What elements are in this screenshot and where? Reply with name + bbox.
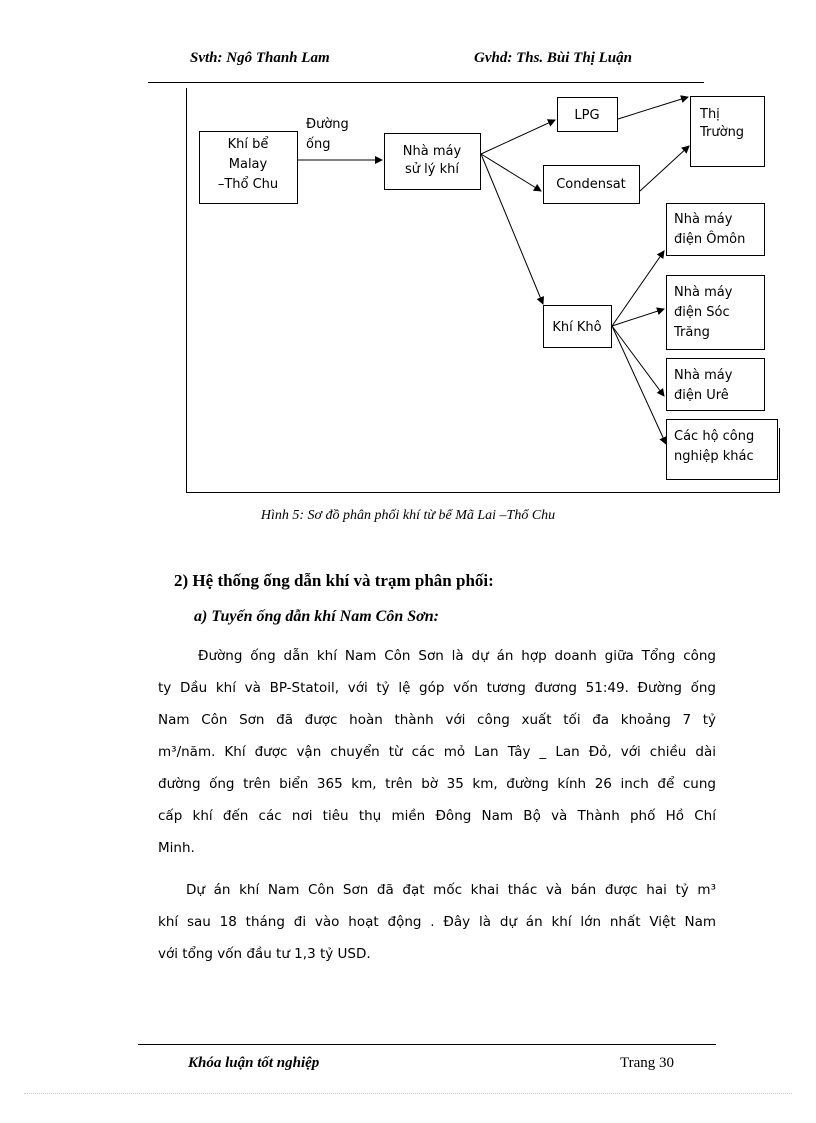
- node-label-line: –Thổ Chu: [217, 177, 279, 192]
- arrow-condensat-market: [640, 146, 689, 191]
- section-title: Hệ thống ống dẫn khí và trạm phân phối:: [192, 571, 494, 590]
- paragraph-1: [158, 640, 716, 864]
- arrow-drygas-industry: [612, 326, 666, 444]
- node-label-line: Khí bể: [227, 137, 269, 152]
- footer-page-number: Trang 30: [620, 1055, 675, 1071]
- node-label-line: điện Urê: [674, 388, 729, 403]
- figure-caption: Hình 5: Sơ đồ phân phối khí từ bể Mã Lai –Thổ Chu: [260, 508, 556, 523]
- node-label-line: điện Ômôn: [674, 232, 746, 247]
- arrow-drygas-soctrang: [612, 309, 664, 326]
- header-author: Svth: Ngô Thanh Lam: [190, 50, 330, 66]
- node-label-line: Khí Khô: [552, 320, 602, 335]
- node-label-line: Condensat: [556, 177, 626, 192]
- paragraph-line: m³/năm. Khí được vận chuyển từ các mỏ Lan Tây _ Lan Đỏ, với chiều dài: [158, 744, 716, 760]
- paragraph-line: Nam Côn Sơn đã được hoàn thành với công xuất tối đa khoảng 7 tỷ: [158, 712, 716, 728]
- paragraph-line: Dự án khí Nam Côn Sơn đã đạt mốc khai thác và bán được hai tỷ m³: [186, 882, 716, 898]
- paragraph-line: Đường ống dẫn khí Nam Côn Sơn là dự án hợp doanh giữa Tổng công: [198, 648, 716, 664]
- arrow-plant-drygas: [481, 154, 543, 304]
- node-label-line: ống: [306, 137, 331, 152]
- node-label-line: nghiệp khác: [674, 449, 754, 464]
- gas-distribution-diagram: [186, 88, 780, 493]
- paragraph-line: đường ống trên biển 365 km, trên bờ 35 km, đường kính 26 inch để cung: [158, 776, 716, 792]
- node-label-line: Nhà máy: [674, 212, 733, 227]
- node-label-line: Trường: [700, 125, 745, 140]
- arrow-plant-condensat: [481, 154, 541, 191]
- footer-thesis-label: Khóa luận tốt nghiệp: [188, 1055, 320, 1071]
- subsection-heading: a) Tuyến ống dẫn khí Nam Côn Sơn:: [194, 608, 439, 625]
- footer-rule: [138, 1044, 716, 1045]
- paragraph-line: cấp khí đến các nơi tiêu thụ miền Đông Nam Bộ và Thành phố Hồ Chí: [158, 808, 716, 824]
- arrow-lpg-market: [618, 97, 688, 119]
- node-label-line: Đường: [306, 117, 349, 132]
- section-number: 2): [174, 571, 189, 590]
- node-condensat-label: [556, 177, 626, 192]
- node-label-line: Malay: [228, 157, 268, 172]
- node-label-line: Nhà máy: [674, 368, 733, 383]
- paragraph-line: ty Dầu khí và BP-Statoil, với tỷ lệ góp vốn tương đương 51:49. Đường ống: [158, 680, 716, 696]
- paragraph-2: [158, 874, 716, 970]
- section-heading: [174, 571, 494, 591]
- arrow-drygas-ure: [612, 326, 664, 396]
- node-label-line: sử lý khí: [405, 162, 459, 177]
- node-label-line: LPG: [574, 108, 600, 123]
- node-dry-gas-label: [552, 320, 601, 335]
- node-label-line: Trăng: [674, 325, 710, 340]
- node-pipe-label-label: [306, 117, 349, 152]
- header-advisor: Gvhd: Ths. Bùi Thị Luận: [474, 50, 632, 66]
- node-lpg-label: [574, 108, 599, 123]
- node-label-line: Các hộ công: [674, 429, 755, 444]
- node-label-line: điện Sóc: [674, 305, 730, 320]
- header-rule: [148, 82, 704, 83]
- page-bottom-dotted-edge: [24, 1093, 792, 1094]
- paragraph-line: khí sau 18 tháng đi vào hoạt động . Đây là dự án khí lớn nhất Việt Nam: [158, 914, 716, 930]
- paragraph-line: với tổng vốn đầu tư 1,3 tỷ USD.: [158, 946, 371, 962]
- arrow-plant-lpg: [481, 120, 555, 154]
- paragraph-line: Minh.: [158, 840, 195, 856]
- node-label-line: Nhà máy: [674, 285, 733, 300]
- arrow-drygas-omon: [612, 251, 664, 326]
- node-label-line: Thị: [700, 107, 720, 122]
- node-label-line: Nhà máy: [402, 144, 462, 159]
